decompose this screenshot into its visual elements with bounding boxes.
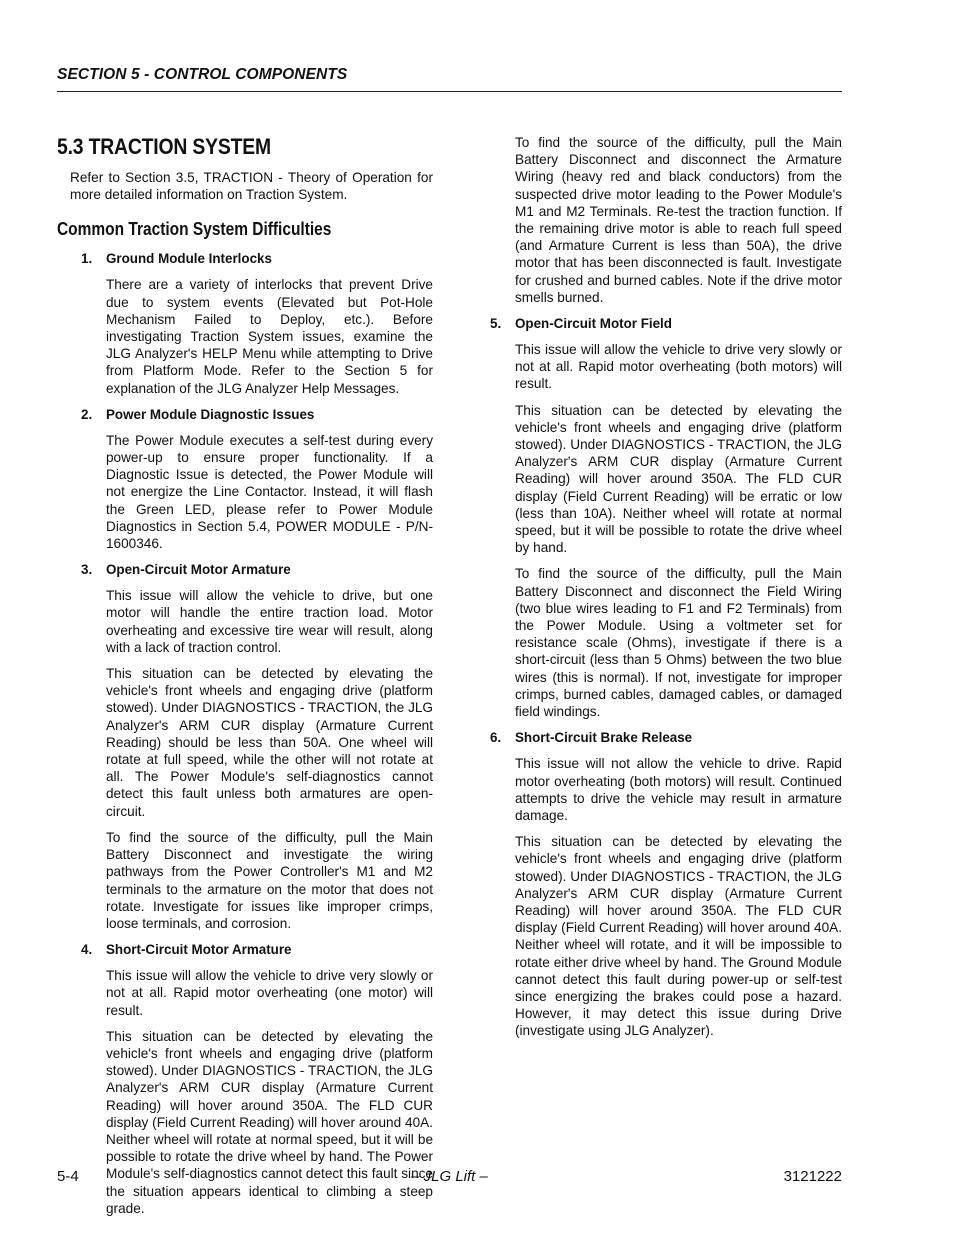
subheading: Common Traction System Difficulties: [57, 219, 332, 240]
page-title: 5.3 TRACTION SYSTEM: [57, 134, 271, 159]
item-heading-1: [80, 250, 433, 267]
item-number: 3.: [81, 562, 93, 578]
item-number: 5.: [490, 316, 502, 332]
item-heading-5: [489, 315, 842, 332]
footer-brand: – JLG Lift –: [411, 1168, 488, 1185]
item-title: Open-Circuit Motor Field: [515, 316, 672, 332]
item-heading-4: [80, 941, 433, 958]
item-title: Open-Circuit Motor Armature: [106, 562, 291, 578]
paragraph: This situation can be detected by elevating the vehicle's front wheels and engaging drive (platform stowed). Under DIAGNOSTICS - TRACTION, the JLG Analyzer's ARM CUR display (Armature Current Reading) should be less than 50A. One wheel will rotate at full speed, while the other will not rotate at all. The Power Module's self-diagnostics cannot detect this fault unless both armatures are open-circuit.: [106, 666, 433, 819]
paragraph: To find the source of the difficulty, pull the Main Battery Disconnect and disconnect the Armature Wiring (heavy red and black conductors) from the suspected drive motor leading to the Power Module's M1 and M2 Terminals. Re-test the traction function. If the remaining drive motor is able to reach full speed (and Armature Current is less than 50A), the drive motor that has been disconnected is fault. Investigate for crushed and burned cables. Note if the drive motor smells burned.: [515, 135, 842, 305]
document-number: 3121222: [783, 1168, 842, 1185]
item-heading-2: [80, 406, 433, 423]
item-number: 2.: [81, 406, 93, 422]
item-number: 6.: [490, 730, 502, 746]
paragraph: This issue will allow the vehicle to drive very slowly or not at all. Rapid motor overheating (both motors) will result.: [515, 342, 842, 392]
page-header: [57, 66, 842, 84]
item-title: Short-Circuit Motor Armature: [106, 942, 292, 958]
paragraph: To find the source of the difficulty, pull the Main Battery Disconnect and investigate the wiring pathways from the Power Controller's M1 and M2 terminals to the armature on the motor that does not rotate. Investigate for issues like improper crimps, loose terminals, and corrosion.: [106, 829, 433, 931]
paragraph: This issue will not allow the vehicle to drive. Rapid motor overheating (both motors) will result. Continued attempts to drive the vehicle may result in armature damage.: [515, 756, 842, 823]
paragraph: This issue will allow the vehicle to drive, but one motor will handle the entire traction load. Motor overheating and excessive tire wear will result, along with a lack of traction control.: [106, 588, 433, 655]
header-rule: [57, 91, 842, 92]
paragraph: This situation can be detected by elevating the vehicle's front wheels and engaging drive (platform stowed). Under DIAGNOSTICS - TRACTION, the JLG Analyzer's ARM CUR display (Armature Current Reading) will hover around 350A. The FLD CUR display (Field Current Reading) will hover around 40A. Neither wheel will rotate, and it will be impossible to rotate either drive wheel by hand. The Ground Module cannot detect this fault during power-up or self-test since energizing the brakes could pose a hazard. However, it may detect this issue during Drive (investigate using JLG Analyzer).: [515, 834, 842, 1039]
paragraph: To find the source of the difficulty, pull the Main Battery Disconnect and disconnect the Field Wiring (two blue wires leading to F1 and F2 Terminals) from the Power Module. Using a voltmeter set for resistance scale (Ohms), investigate if there is a short-circuit (less than 5 Ohms) between the two blue wires (this is normal). If not, investigate for improper crimps, burned cables, damaged cables, or damaged field windings.: [515, 566, 842, 720]
item-heading-3: [80, 561, 433, 578]
item-number: 4.: [81, 942, 93, 958]
paragraph: This situation can be detected by elevating the vehicle's front wheels and engaging drive (platform stowed). Under DIAGNOSTICS - TRACTION, the JLG Analyzer's ARM CUR display (Armature Current Reading) will hover around 350A. The FLD CUR display (Field Current Reading) will be erratic or low (less than 10A). Neither wheel will rotate at normal speed, but it will be possible to rotate the drive wheel by hand.: [515, 402, 842, 556]
section-title: SECTION 5 - CONTROL COMPONENTS: [57, 66, 348, 83]
item-title: Power Module Diagnostic Issues: [106, 406, 315, 422]
paragraph: This issue will allow the vehicle to drive very slowly or not at all. Rapid motor overheating (one motor) will result.: [106, 968, 433, 1018]
item-number: 1.: [81, 251, 93, 267]
item-title: Short-Circuit Brake Release: [515, 730, 693, 746]
item-heading-6: [489, 729, 842, 746]
intro-paragraph: Refer to Section 3.5, TRACTION - Theory of Operation for more detailed information on Traction System.: [70, 170, 433, 203]
page-number: 5-4: [57, 1168, 79, 1185]
right-column: [489, 134, 842, 1049]
paragraph-continued: This situation can be detected by elevating the vehicle's front wheels and engaging drive (platform stowed). Under DIAGNOSTICS - TRACTION, the JLG Analyzer's ARM CUR display (Armature Current Reading) will hover around 350A. The FLD CUR display (Field Current Reading) will hover around 40A. Neither wheel will rotate at normal speed, but it will be possible to rotate the drive wheel by hand. The Power Module's self-diagnostics cannot detect this fault since the situation appears identical to climbing a steep grade.: [106, 1028, 433, 1216]
left-column: [57, 134, 433, 1226]
paragraph: The Power Module executes a self-test during every power-up to ensure proper functionality. If a Diagnostic Issue is detected, the Power Module will not energize the Line Contactor. Instead, it will flash the Green LED, please refer to Power Module Diagnostics in Section 5.4, POWER MODULE - P/N-1600346.: [106, 432, 433, 552]
paragraph: There are a variety of interlocks that prevent Drive due to system events (Elevated but Pot-Hole Mechanism Failed to Deploy, etc.). Before investigating Traction System issues, examine the JLG Analyzer's HELP Menu while attempting to Drive from Platform Mode. Refer to the Section 5 for explanation of the JLG Analyzer Help Messages.: [106, 277, 433, 396]
item-title: Ground Module Interlocks: [106, 251, 272, 267]
